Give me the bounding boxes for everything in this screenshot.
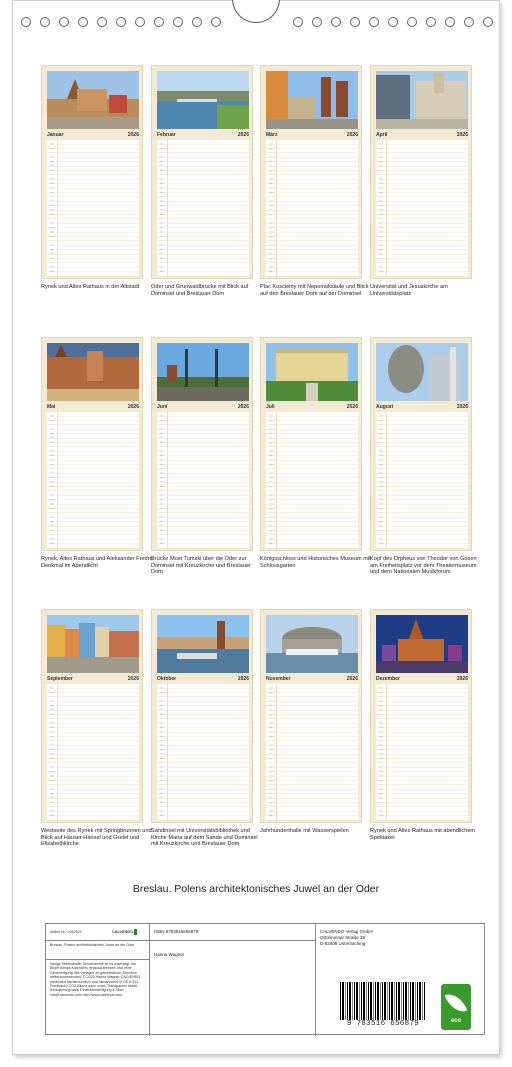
month-photo [157,343,249,401]
month-name: April [376,131,388,138]
leaf-icon [445,990,468,1016]
ean-barcode [340,982,426,1028]
month-year: 2026 [127,131,139,138]
month-grid [266,140,358,276]
eco-badge [441,984,471,1030]
publisher-street: Ottobrunner Straße 39 [320,935,366,940]
month-year: 2026 [346,131,358,138]
imprint-box [45,923,485,1035]
month-name: September [47,675,73,682]
month-photo [157,615,249,673]
month-grid [157,684,249,820]
month-photo [266,615,358,673]
month-grid [266,412,358,548]
photo-caption: Brücke Most Tumski über die Oder zur Dominsel mit Kreuzkirche und Breslauer Dom [151,556,251,576]
month-year: 2026 [456,675,468,682]
month-year: 2026 [456,131,468,138]
month-grid [376,412,468,548]
eco-label: eco [450,1018,462,1024]
photo-caption: Westseite des Rynek mit Springbrunnen und Blick auf Häuser Hänsel und Gretel und Elisabethkirche [41,828,152,848]
month-year: 2026 [456,403,468,410]
legal-notice: Infolge bestehender Schutzrechte ist es untersagt, die Bilder dieses Kalenders herauszutrennen und ohne Genehmigung des Verlages zu gewerblichen Zwecken weiterzuverwenden. © 2025 Hanna Wagner CALVENDO produziert klimafreundlich und klimaneutral in DE & EU. Feedback? CO2-Bilanz dazu unter: Transparenz Abfall-Reduzierung dank Eindruckbeteiligung E-Mail: info@calvendo.com http://www.calvendo.com [50,962,141,997]
photo-caption: Königsschloss und Historisches Museum mit Schlossgarten [260,556,371,569]
month-photo [157,71,249,129]
month-grid [376,140,468,276]
calendar-title: Breslau. Polens architektonisches Juwel an der Oder [132,883,380,895]
month-photo [47,343,139,401]
publisher-name: CALVENDO Verlag GmbH [320,929,373,934]
month-photo [47,71,139,129]
month-name: März [266,131,278,138]
publisher-city: D-82008 Unterhaching [320,941,366,946]
photo-caption: Rynek und Altes Rathaus in der Altstadt [41,284,140,290]
photo-caption: Rynek und Altes Rathaus mit abendlichem Spektakel [370,828,476,841]
imprint-short-title: Breslau. Polens architektonisches Juwel an der Oder [50,943,135,947]
photo-caption: Oder und Grunwaldbrücke mit Blick auf Dominsel und Breslauer Dom [151,284,249,297]
month-year: 2026 [127,403,139,410]
calvendo-logo: CALVENDO [112,929,137,935]
photo-caption: Rynek, Altes Rathaus und Aleksander Fredro Denkmal im Abendlicht [41,556,153,569]
calendar-page [12,0,500,1055]
month-grid [47,140,139,276]
photo-caption: Jahrhunderthalle mit Wasserspielen [260,828,349,834]
month-grid [47,684,139,820]
month-grid [47,412,139,548]
photo-caption: Kopf des Orpheus von Theodor von Gosen am Freiheitsplatz vor dem Theatermuseum und dem Nationalen Musikforum [370,556,477,576]
month-year: 2026 [237,675,249,682]
month-name: November [266,675,291,682]
month-year: 2026 [237,131,249,138]
month-name: Juli [266,403,275,410]
month-photo [266,71,358,129]
month-name: Juni [157,403,168,410]
month-photo [376,615,468,673]
month-name: Mai [47,403,56,410]
month-photo [376,343,468,401]
month-year: 2026 [346,675,358,682]
month-name: Dezember [376,675,400,682]
isbn: ISBN 9783516656879 [154,929,199,934]
month-photo [47,615,139,673]
month-grid [157,140,249,276]
month-grid [157,412,249,548]
author: Hanna Wagner [154,952,185,957]
article-number: Artikel Nr.: 2062604 [50,930,82,934]
month-year: 2026 [237,403,249,410]
month-year: 2026 [346,403,358,410]
month-name: Februar [157,131,176,138]
photo-caption: Plac Koscielny mit Nepomuksäule und Blick auf den Breslauer Dom auf der Dominsel [260,284,369,297]
month-name: August [376,403,394,410]
barcode-digits: 9 783516 656879 [346,1020,419,1028]
month-year: 2026 [127,675,139,682]
photo-caption: Universität und Jesuskirche am Universitätsplatz [370,284,448,297]
month-photo [266,343,358,401]
photo-caption: Sandinsel mit Universitätsbibliothek und Kirche Maria auf dem Sande und Dominsel mit Kreuzkirche und Breslauer Dom [151,828,258,848]
month-grid [376,684,468,820]
month-name: Oktober [157,675,177,682]
month-photo [376,71,468,129]
month-name: Januar [47,131,64,138]
month-grid [266,684,358,820]
